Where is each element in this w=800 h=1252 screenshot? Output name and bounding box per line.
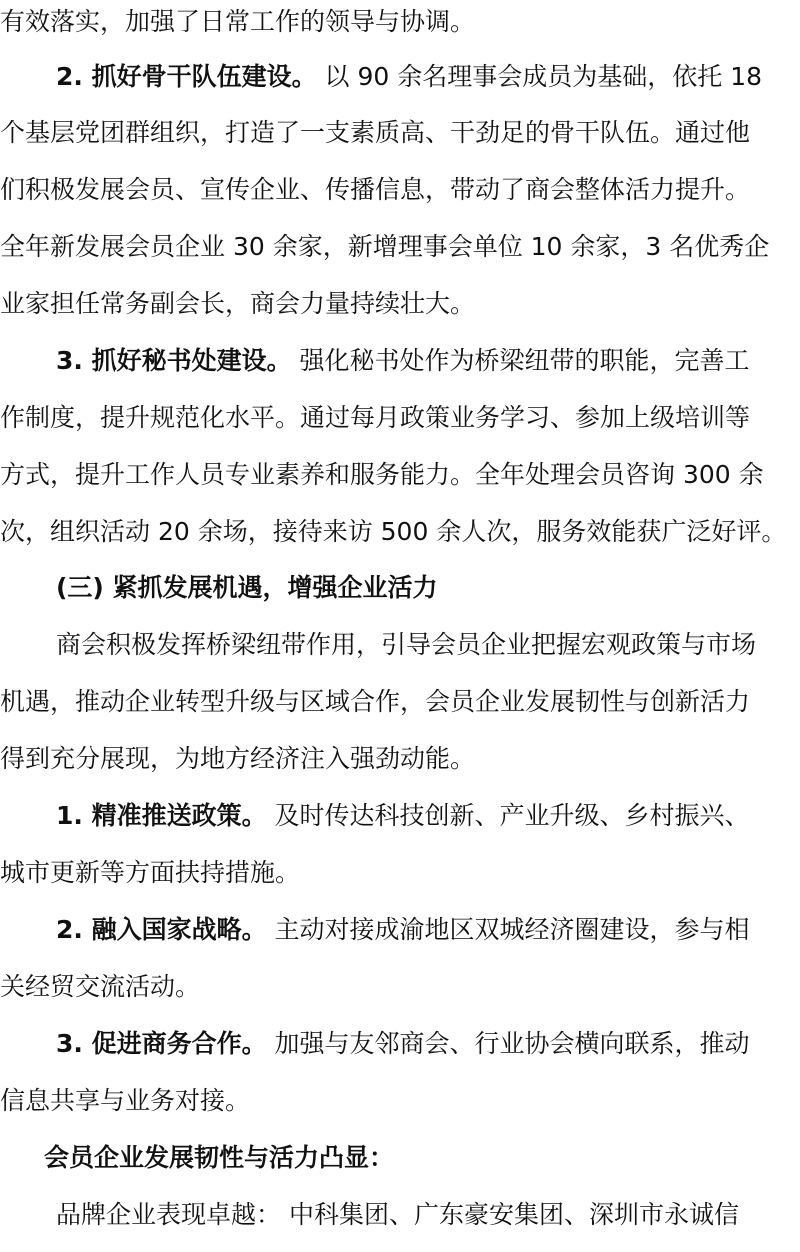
body-text: 及时传达科技创新、产业升级、乡村振兴、 bbox=[266, 801, 750, 830]
body-text: 强化秘书处作为桥梁纽带的职能，完善工 bbox=[291, 346, 750, 375]
item-title: 1. 精准推送政策。 bbox=[56, 801, 267, 830]
body-text: 有效落实，加强了日常工作的领导与协调。 bbox=[0, 7, 476, 36]
paragraph-line bbox=[0, 737, 800, 781]
paragraph-line bbox=[0, 851, 800, 895]
section-title: (三) 紧抓发展机遇，增强企业活力 bbox=[56, 573, 438, 602]
paragraph-line bbox=[0, 453, 800, 497]
paragraph-line bbox=[56, 623, 800, 667]
numbered-paragraph-line bbox=[56, 339, 800, 383]
paragraph-line bbox=[0, 680, 800, 724]
paragraph-line bbox=[0, 282, 800, 326]
paragraph-line bbox=[0, 168, 800, 212]
body-text: 作制度，提升规范化水平。通过每月政策业务学习、参加上级培训等 bbox=[0, 403, 751, 432]
paragraph-line bbox=[0, 111, 800, 155]
subheading-line bbox=[44, 1136, 800, 1180]
body-text: 机遇，推动企业转型升级与区域合作，会员企业发展韧性与创新活力 bbox=[0, 687, 751, 716]
body-text: 以 90 余名理事会成员为基础，依托 18 bbox=[316, 62, 763, 91]
item-title: 2. 融入国家战略。 bbox=[56, 915, 267, 944]
body-text: 次，组织活动 20 余场，接待来访 500 余人次，服务效能获广泛好评。 bbox=[0, 517, 787, 546]
paragraph-line bbox=[0, 510, 800, 554]
body-text: 业家担任常务副会长，商会力量持续壮大。 bbox=[0, 289, 476, 318]
numbered-paragraph-line bbox=[56, 794, 800, 838]
paragraph-line bbox=[0, 225, 800, 269]
body-text: 关经贸交流活动。 bbox=[0, 972, 201, 1001]
numbered-paragraph-line bbox=[56, 1022, 800, 1066]
item-title: 3. 促进商务合作。 bbox=[56, 1029, 267, 1058]
item-title: 3. 抓好秘书处建设。 bbox=[56, 346, 292, 375]
paragraph-line bbox=[0, 965, 800, 1009]
numbered-paragraph-line bbox=[56, 55, 800, 99]
body-text: 方式，提升工作人员专业素养和服务能力。全年处理会员咨询 300 余 bbox=[0, 460, 764, 489]
body-text: 全年新发展会员企业 30 余家，新增理事会单位 10 余家，3 名优秀企 bbox=[0, 232, 770, 261]
paragraph-line bbox=[0, 0, 800, 44]
paragraph-line bbox=[0, 1079, 800, 1123]
paragraph-line bbox=[0, 396, 800, 440]
subheading-text: 会员企业发展韧性与活力凸显： bbox=[44, 1143, 395, 1172]
body-text: 城市更新等方面扶持措施。 bbox=[0, 858, 301, 887]
numbered-paragraph-line bbox=[56, 908, 800, 952]
paragraph-line bbox=[56, 1193, 800, 1237]
body-text: 品牌企业表现卓越： 中科集团、广东豪安集团、深圳市永诚信 bbox=[56, 1200, 739, 1229]
body-text: 得到充分展现，为地方经济注入强劲动能。 bbox=[0, 744, 476, 773]
body-text: 们积极发展会员、宣传企业、传播信息，带动了商会整体活力提升。 bbox=[0, 175, 751, 204]
body-text: 信息共享与业务对接。 bbox=[0, 1086, 251, 1115]
item-title: 2. 抓好骨干队伍建设。 bbox=[56, 62, 317, 91]
body-text: 个基层党团群组织，打造了一支素质高、干劲足的骨干队伍。通过他 bbox=[0, 118, 751, 147]
body-text: 商会积极发挥桥梁纽带作用，引导会员企业把握宏观政策与市场 bbox=[56, 630, 757, 659]
section-heading bbox=[56, 566, 800, 610]
body-text: 主动对接成渝地区双城经济圈建设，参与相 bbox=[266, 915, 750, 944]
body-text: 加强与友邻商会、行业协会横向联系，推动 bbox=[266, 1029, 750, 1058]
